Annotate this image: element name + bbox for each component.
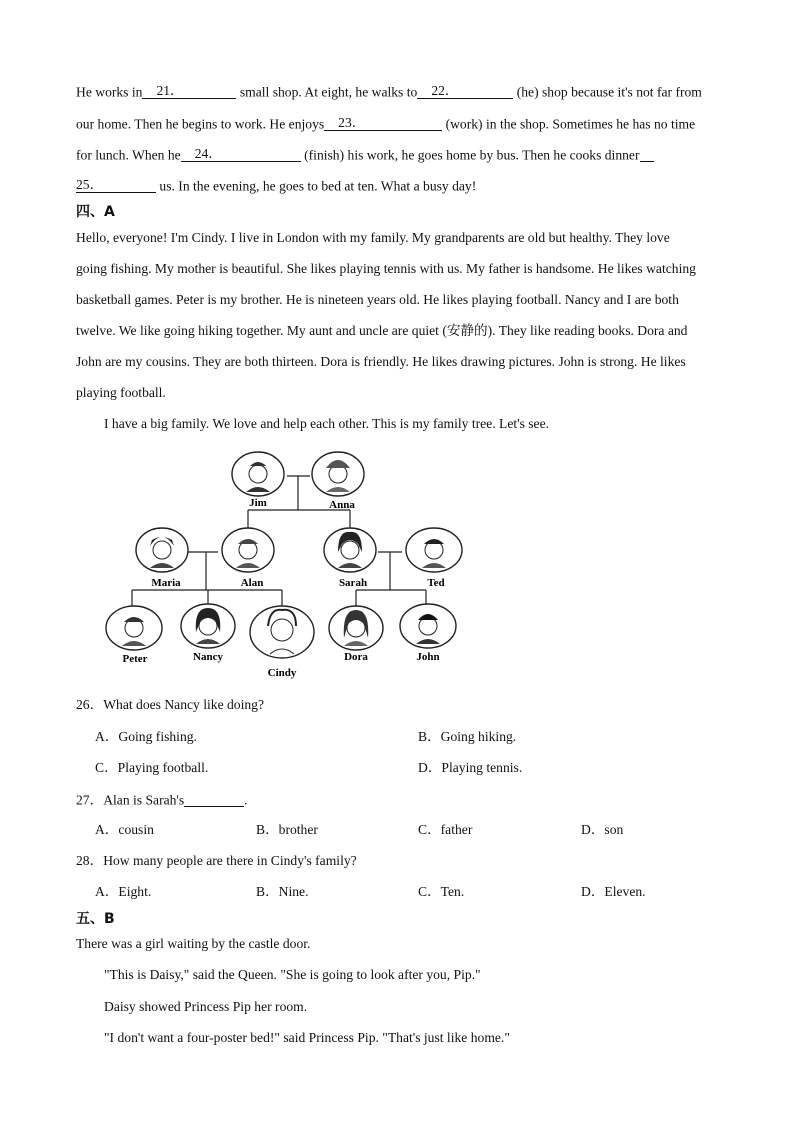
name-label: John <box>416 651 440 663</box>
q26-option-c[interactable]: C．Playing football. <box>95 760 209 775</box>
para-line-4: twelve. We like going hiking together. My aunt and uncle are quiet (安静的). They like reading books. Dora and <box>76 323 688 338</box>
passage-line-4: 25． us. In the evening, he goes to bed at ten. What a busy day! <box>76 177 477 194</box>
story-line-1: There was a girl waiting by the castle door. <box>76 936 311 951</box>
person-cindy <box>250 606 314 679</box>
name-label: Jim <box>249 497 267 509</box>
para-line-3: basketball games. Peter is my brother. He is nineteen years old. He likes playing football. Nancy and I are both <box>76 292 679 307</box>
blank-25[interactable]: 25． <box>76 178 156 193</box>
blank-23[interactable]: 23． <box>324 116 442 131</box>
blank-25-start <box>640 147 654 162</box>
name-label: Sarah <box>338 577 368 589</box>
para-line-1: Hello, everyone! I'm Cindy. I live in London with my family. My grandparents are old but healthy. They love <box>76 230 670 245</box>
name-label: Maria <box>151 577 181 589</box>
q28-option-c[interactable]: C．Ten. <box>418 884 465 899</box>
para-line-2: going fishing. My mother is beautiful. She likes playing tennis with us. My father is handsome. He likes watching <box>76 261 696 276</box>
person-ted <box>406 528 462 589</box>
para-line-5: John are my cousins. They are both thirteen. Dora is friendly. He likes drawing pictures. John is strong. He likes <box>76 354 686 369</box>
section-b-heading: 五、B <box>76 911 115 927</box>
name-label: Ted <box>427 577 445 589</box>
person-peter <box>106 606 162 665</box>
person-maria <box>136 528 188 589</box>
blank-21[interactable]: 21． <box>142 84 236 99</box>
question-27: 27．Alan is Sarah's . <box>76 792 248 808</box>
person-dora <box>329 606 383 663</box>
blank-24[interactable]: 24． <box>181 147 301 162</box>
name-label: Anna <box>329 499 355 511</box>
q28-option-d[interactable]: D．Eleven. <box>581 884 646 899</box>
blank-22[interactable]: 22． <box>417 84 513 99</box>
name-label: Alan <box>240 577 264 589</box>
name-label: Cindy <box>267 667 297 679</box>
question-26: 26．What does Nancy like doing? <box>76 697 264 712</box>
family-tree-diagram <box>100 448 470 684</box>
name-label: Dora <box>344 651 368 663</box>
passage-line-3: for lunch. When he 24． (finish) his work, he goes home by bus. Then he cooks dinner <box>76 147 654 162</box>
q26-option-a[interactable]: A．Going fishing. <box>95 729 197 744</box>
name-label: Peter <box>122 653 148 665</box>
person-nancy <box>181 604 235 663</box>
question-28: 28．How many people are there in Cindy's family? <box>76 853 357 868</box>
q28-option-a[interactable]: A．Eight. <box>95 884 152 899</box>
para-line-6: playing football. <box>76 385 166 400</box>
q27-option-d[interactable]: D．son <box>581 822 624 837</box>
person-john <box>400 604 456 663</box>
q26-option-b[interactable]: B．Going hiking. <box>418 729 517 744</box>
passage-line-1: He works in 21． small shop. At eight, he walks to 22． (he) shop because it's not far from <box>76 83 702 100</box>
para-2: I have a big family. We love and help each other. This is my family tree. Let's see. <box>104 416 550 431</box>
name-label: Nancy <box>193 651 223 663</box>
story-line-4: "I don't want a four-poster bed!" said Princess Pip. "That's just like home." <box>104 1030 510 1045</box>
story-line-3: Daisy showed Princess Pip her room. <box>104 999 308 1014</box>
person-jim <box>232 452 284 509</box>
section-a-heading: 四、A <box>76 204 115 220</box>
q27-option-c[interactable]: C．father <box>418 822 473 837</box>
blank-27[interactable] <box>184 792 244 807</box>
story-line-2: "This is Daisy," said the Queen. "She is going to look after you, Pip." <box>104 967 481 982</box>
passage-line-2: our home. Then he begins to work. He enjoys 23． (work) in the shop. Sometimes he has no time <box>76 115 696 132</box>
q28-option-b[interactable]: B．Nine. <box>256 884 309 899</box>
person-anna <box>312 452 364 511</box>
person-sarah <box>324 528 376 589</box>
person-alan <box>222 528 274 589</box>
q27-option-b[interactable]: B．brother <box>256 822 318 837</box>
q27-option-a[interactable]: A．cousin <box>95 822 154 837</box>
q26-option-d[interactable]: D．Playing tennis. <box>418 760 523 775</box>
